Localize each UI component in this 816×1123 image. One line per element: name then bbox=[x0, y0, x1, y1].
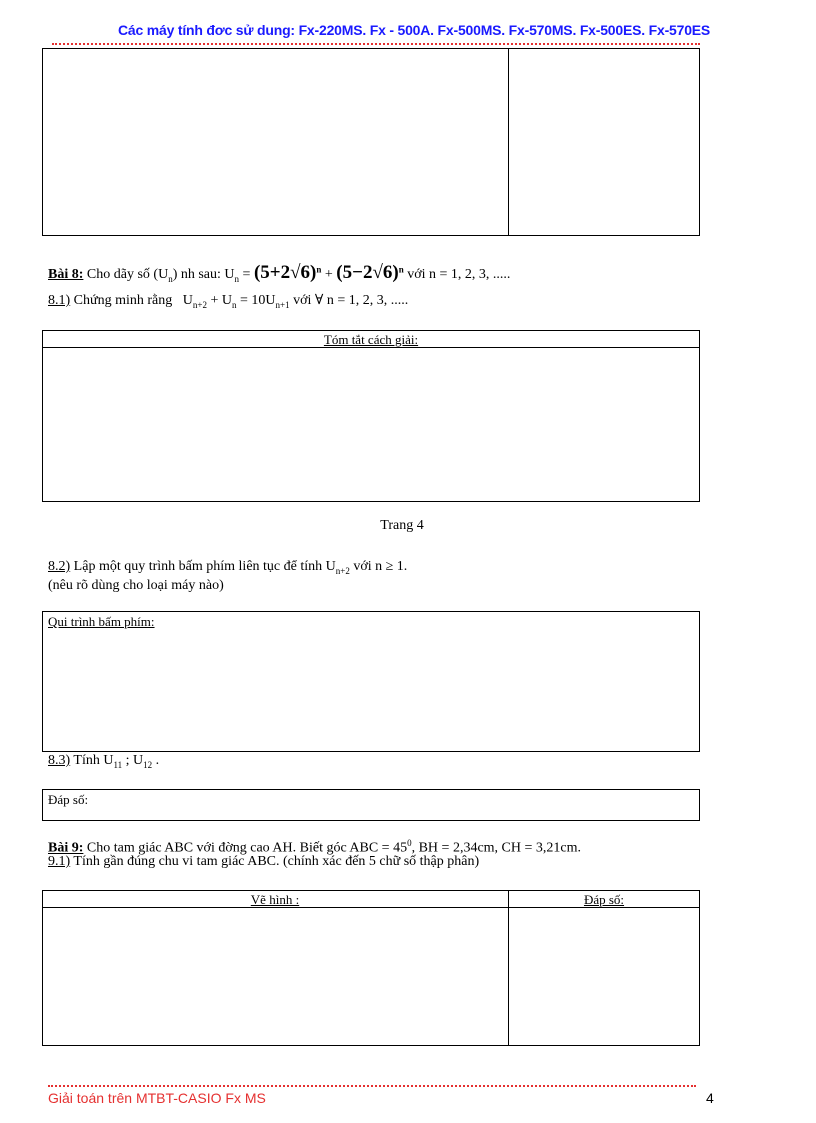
problem8-statement bbox=[48, 262, 510, 284]
formula-term1: (5+2√6) bbox=[253, 262, 317, 283]
part-8-1-formula: $U_{n+2} + U_n = 10U_{n+1}$ bbox=[182, 293, 290, 310]
part-8-1-text: Chứng minh rằng bbox=[73, 293, 173, 308]
problem9-text-tail: , BH = 2,34cm, CH = 3,21cm. bbox=[411, 840, 581, 856]
part-8-3-text: Tính U bbox=[73, 753, 114, 768]
col-answer-header: Đáp số: bbox=[583, 892, 625, 907]
problem9-label: Bài 9: bbox=[48, 840, 84, 856]
drawing-table bbox=[42, 890, 700, 1046]
part-8-2-sub: n+2 bbox=[335, 565, 350, 576]
answer-box-8 bbox=[42, 789, 700, 821]
part-9-1 bbox=[48, 854, 479, 870]
part-8-1 bbox=[48, 292, 408, 310]
problem8-label: Bài 8: bbox=[48, 267, 84, 282]
problem8-intro: Cho dãy số bbox=[86, 267, 150, 282]
formula-exp2: n bbox=[398, 264, 404, 275]
part-8-3-label: 8.3) bbox=[48, 753, 71, 768]
top-table-divider bbox=[508, 48, 509, 236]
part-8-2-label: 8.2) bbox=[48, 559, 71, 574]
footer-page-number: 4 bbox=[706, 1090, 714, 1106]
problem8-as: nh sau: bbox=[180, 267, 221, 282]
part-8-2-note: (nêu rõ dùng cho loại máy nào) bbox=[48, 578, 224, 593]
part-8-1-forall: với ∀ n = 1, 2, 3, ..... bbox=[293, 293, 409, 308]
part-8-2 bbox=[48, 559, 407, 576]
header-title: Các máy tính đơc sử dung: Fx-220MS. Fx - 500A. Fx-500MS. Fx-570MS. Fx-500ES. Fx-570ES bbox=[118, 22, 711, 38]
footer-title: Giải toán trên MTBT-CASIO Fx MS bbox=[48, 1090, 266, 1106]
drawing-table-divider bbox=[508, 890, 509, 1046]
part-8-1-label: 8.1) bbox=[48, 293, 71, 308]
page-label: Trang 4 bbox=[380, 518, 424, 533]
part-9-1-label: 9.1) bbox=[48, 854, 71, 869]
solution-header: Tóm tắt cách giải: bbox=[323, 332, 419, 347]
header-divider bbox=[52, 43, 700, 45]
problem9-text: Cho tam giác ABC với đờng cao AH. Biết góc ABC = 45 bbox=[86, 840, 408, 856]
formula-range: với n = 1, 2, 3, ..... bbox=[407, 267, 511, 282]
formula-term2: (5−2√6) bbox=[336, 262, 399, 283]
formula-exp1: n bbox=[316, 264, 322, 275]
part-9-1-text: Tính gần đúng chu vi tam giác ABC. (chính xác đến 5 chữ số thập phân) bbox=[73, 854, 480, 869]
keys-header: Qui trình bấm phím: bbox=[48, 614, 155, 629]
footer-divider bbox=[48, 1085, 696, 1087]
solution-box bbox=[42, 330, 700, 502]
formula-plus: + bbox=[324, 267, 333, 282]
keys-box bbox=[42, 611, 700, 752]
formula-eq: = bbox=[242, 267, 251, 282]
part-8-2-tail: với n ≥ 1. bbox=[353, 559, 408, 574]
formula-lhs: $U_n$ bbox=[224, 267, 240, 284]
degree-mark: 0 bbox=[407, 838, 412, 848]
part-8-2-text: Lập một quy trình bấm phím liên tục để tính U bbox=[73, 559, 336, 574]
sequence-symbol: $(U_n)$ bbox=[153, 267, 178, 284]
part-8-3: 8.3) Tính $U_{11}$ ; $U_{12}$ . bbox=[48, 753, 160, 770]
top-table bbox=[42, 48, 700, 236]
col-draw-header: Vẽ hình : bbox=[250, 892, 300, 907]
answer-label-8: Đáp số: bbox=[48, 792, 89, 807]
